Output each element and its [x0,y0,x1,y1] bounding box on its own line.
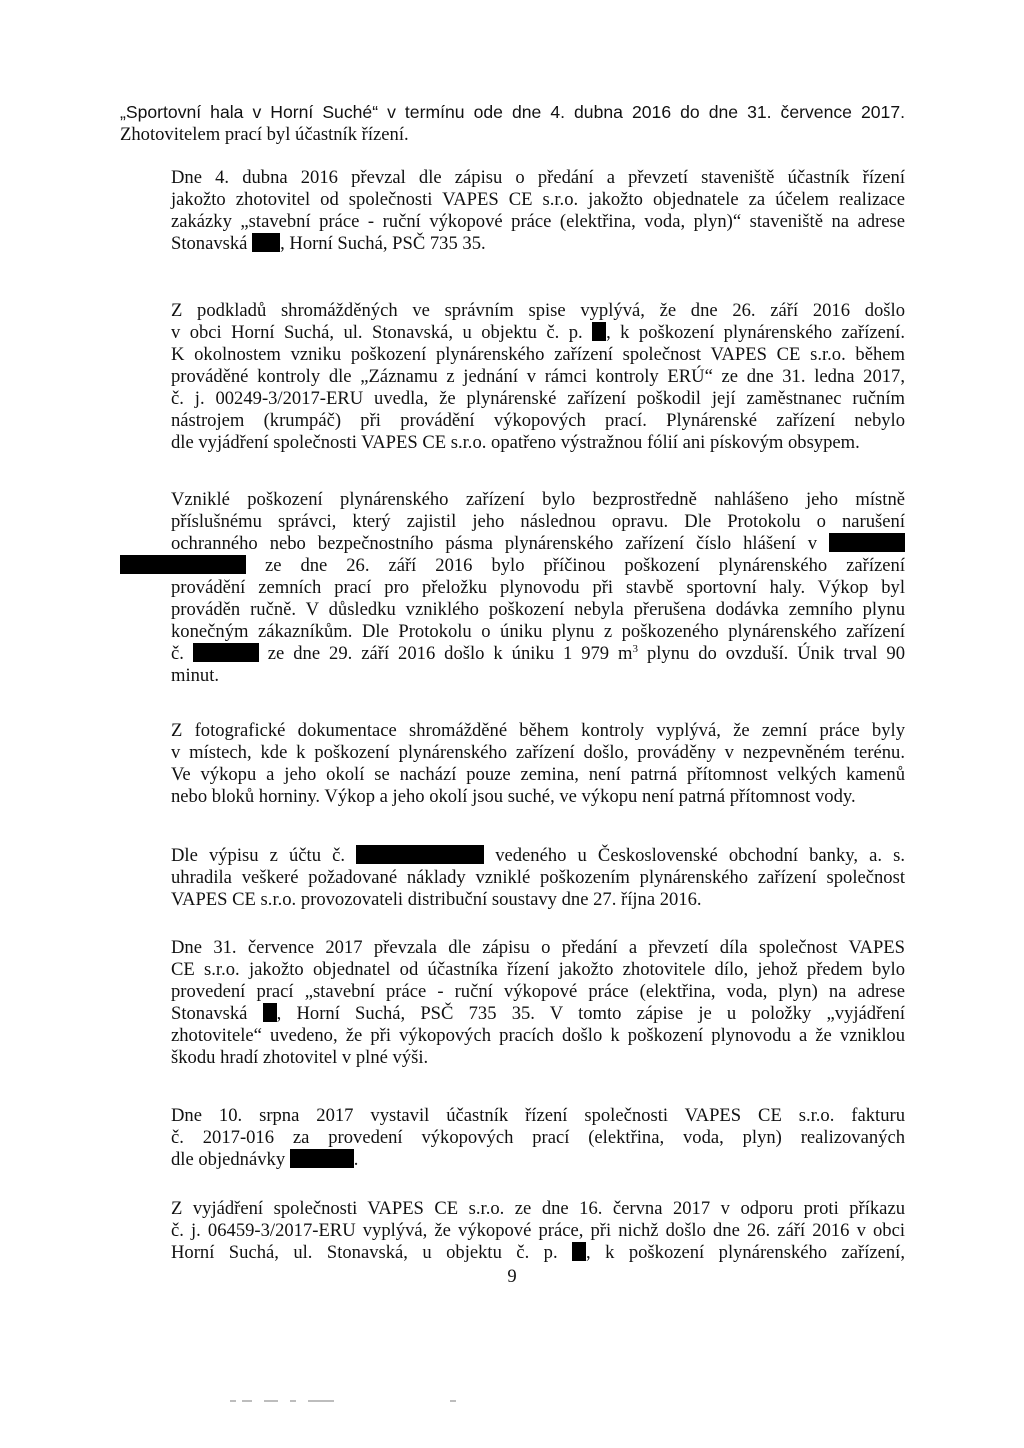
redaction-block: [redacted] [120,555,246,574]
text: K okolnostem vzniku poškození plynárenského zařízení společnost VAPES CE s.r.o. během [171,344,905,365]
text: plynu do ovzduší. Únik trval 90 [638,643,905,664]
text: Dle výpisu z účtu č. [171,845,357,866]
text: VAPES CE s.r.o. provozovateli distribuční soustavy dne 27. října 2016. [171,889,702,910]
paragraph-7 [120,937,905,1069]
text: provádění zemních prací pro přeložku plynovodu při stavbě sportovní haly. Výkop byl [171,577,905,598]
text: ze dne 26. září 2016 bylo příčinou poškození plynárenského zařízení [246,555,905,576]
text: nebo bloků horniny. Výkop a jeho okolí jsou suché, ve výkopu není patrná přítomnost vody. [171,786,856,807]
text: Dne 31. července 2017 převzala dle zápisu o předání a převzetí díla společnost VAPES [171,937,905,958]
paragraph-5 [120,720,905,808]
text: provedení prací „stavební práce - ruční výkopové práce (elektřina, voda, plyn) na adrese [171,981,905,1002]
text: vedeného u Československé obchodní banky, a. s. [484,845,905,866]
text: prováděn ručně. V důsledku vzniklého poškození nebyla přerušena dodávka zemního plynu [171,599,905,620]
text: Dne 4. dubna 2016 převzal dle zápisu o předání a převzetí staveniště účastník řízení [171,167,905,188]
text: zhotovitele“ uvedeno, že při výkopových pracích došlo k poškození plynovodu a že vzniklou [171,1025,905,1046]
text: uhradila veškeré požadované náklady vzniklé poškozením plynárenského zařízení společnost [171,867,905,888]
text: č. 2017-016 za provedení výkopových prací (elektřina, voda, plyn) realizovaných [171,1127,905,1148]
text: příslušnému správci, který zajistil jeho následnou opravu. Dle Protokolu o narušení [171,511,905,532]
text: ze dne 29. září 2016 došlo k úniku 1 979 m [258,643,633,664]
text: nástrojem (krumpáč) při provádění výkopových prací. Plynárenské zařízení nebylo [171,410,905,431]
text: konečným zákazníkům. Dle Protokolu o úniku plynu z poškozeného plynárenského zařízení [171,621,905,642]
paragraph-1 [120,101,905,146]
text: . [353,1149,359,1170]
redaction-block [572,1242,586,1261]
redaction-block: [redacted] [193,643,259,662]
text: Horní Suchá, ul. Stonavská, u objektu č. p. [171,1242,573,1263]
scan-artifact [230,1400,460,1404]
text: v místech, kde k poškození plynárenského zařízení došlo, prováděny v nezpevněném terénu. [171,742,905,763]
text: škodu hradí zhotovitel v plné výši. [171,1047,429,1068]
redaction-block: [redacted] [290,1149,354,1168]
paragraph-6 [120,845,905,911]
paragraph-4 [120,489,905,687]
paragraph-3 [120,300,905,454]
page-number: 9 [507,1266,517,1287]
text: jakožto zhotovitel od společnosti VAPES CE s.r.o. jakožto objednatele za účelem realizace [171,189,905,210]
text: minut. [171,665,220,686]
text: ochranného nebo bezpečnostního pásma plynárenského zařízení číslo hlášení v [171,533,829,554]
text: Vzniklé poškození plynárenského zařízení bylo bezprostředně nahlášeno jeho místně [171,489,905,510]
redaction-block [263,1003,277,1022]
redaction-block: [redacted] [829,533,905,552]
superscript: 3 [632,643,639,655]
text: CE s.r.o. jakožto objednatel od účastníka řízení jakožto zhotovitele dílo, jehož předem bylo [171,959,905,980]
text: Ve výkopu a jeho okolí se nachází pouze zemina, není patrná přítomnost velkých kamenů [171,764,905,785]
paragraph-2 [120,167,905,255]
redaction-block: [redacted] [356,845,484,864]
text: dle vyjádření společnosti VAPES CE s.r.o. opatřeno výstražnou fólií ani pískovým obsypem. [171,432,860,453]
redaction-block [592,322,606,341]
text: č. j. 06459-3/2017-ERU vyplývá, že výkopové práce, při nichž došlo dne 26. září 2016 v obci [171,1220,905,1241]
text: Zhotovitelem prací byl účastník řízení. [120,124,409,145]
text: , Horní Suchá, PSČ 735 35. V tomto zápise je u položky „vyjádření [276,1003,905,1024]
text: prováděné kontroly dle „Záznamu z jednání v rámci kontroly ERÚ“ ze dne 31. ledna 2017, [171,366,905,387]
text: Stonavská [171,233,253,254]
text: dle objednávky [171,1149,290,1170]
text: „Sportovní hala v Horní Suché“ v termínu ode dne 4. dubna 2016 do dne 31. července 2017. [120,102,905,122]
text: zakázky „stavební práce - ruční výkopové práce (elektřina, voda, plyn)“ staveniště na adrese [171,211,905,232]
text: v obci Horní Suchá, ul. Stonavská, u objektu č. p. [171,322,593,343]
text: , Horní Suchá, PSČ 735 35. [280,233,486,254]
text: č. j. 00249-3/2017-ERU uvedla, že plynárenské zařízení poškodil její zaměstnanec ručním [171,388,905,409]
text: , k poškození plynárenského zařízení. [606,322,905,343]
redaction-block [252,233,280,252]
paragraph-9 [120,1198,905,1264]
text: Z podkladů shromážděných ve správním spise vyplývá, že dne 26. září 2016 došlo [171,300,905,321]
text: Stonavská [171,1003,263,1024]
text: Dne 10. srpna 2017 vystavil účastník řízení společnosti VAPES CE s.r.o. fakturu [171,1105,905,1126]
text: , k poškození plynárenského zařízení, [586,1242,905,1263]
paragraph-8 [120,1105,905,1171]
text: Z fotografické dokumentace shromážděné během kontroly vyplývá, že zemní práce byly [171,720,905,741]
text: č. [171,643,193,664]
text: Z vyjádření společnosti VAPES CE s.r.o. ze dne 16. června 2017 v odporu proti příkazu [171,1198,905,1219]
